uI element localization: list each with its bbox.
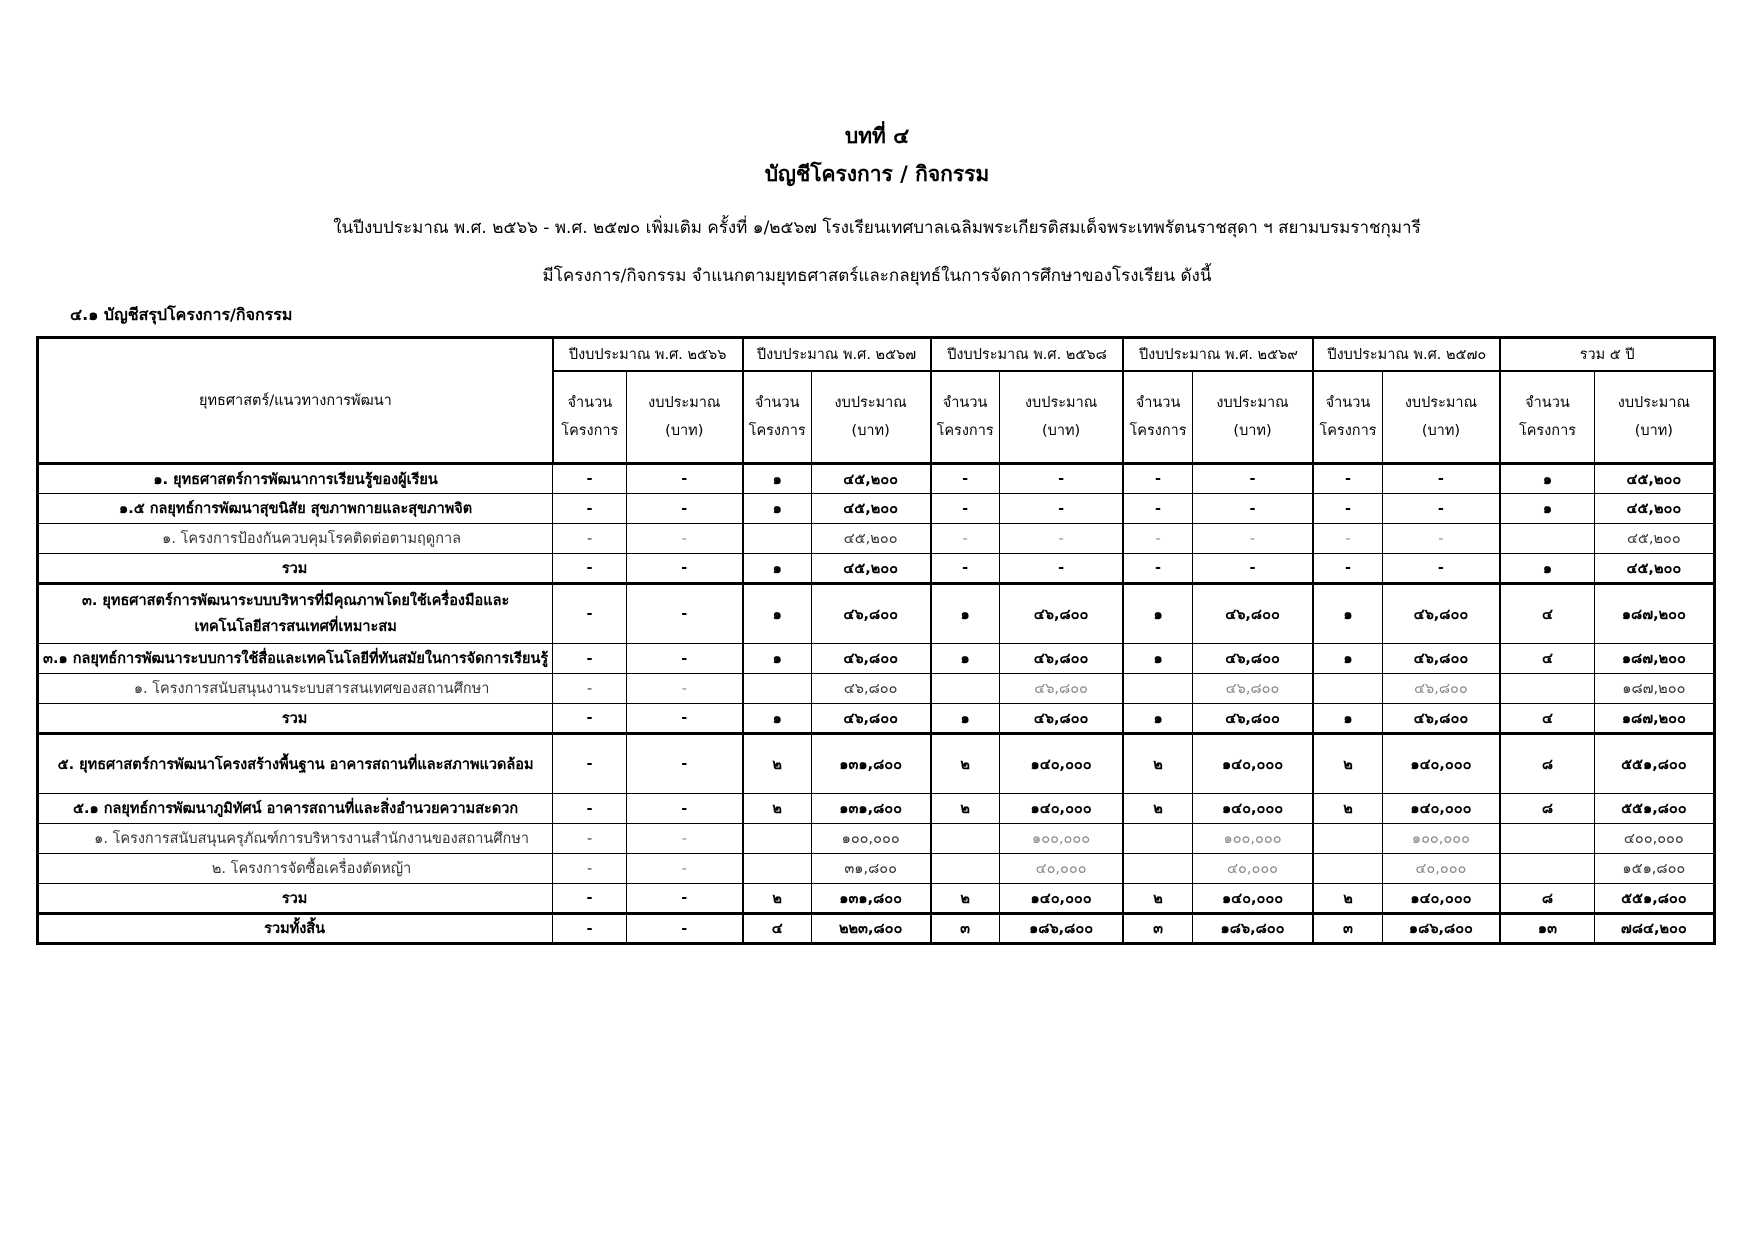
budget-cell: ๑๘๗,๒๐๐ [1594,704,1714,734]
budget-header-line2: (บาท) [665,423,704,439]
count-header-line2: โครงการ [1129,423,1187,439]
budget-cell: ๔๖,๘๐๐ [1192,584,1313,644]
budget-cell: ๕๕๑,๘๐๐ [1594,884,1714,914]
project-count-cell: - [553,734,627,794]
budget-header-line2: (บาท) [1421,423,1461,439]
row-label: ๑. โครงการสนับสนุนงานระบบสารสนเทศของสถานศึกษา [38,674,553,704]
budget-cell: ๑๓๑,๘๐๐ [811,884,930,914]
table-row [38,704,1715,734]
project-count-cell [1123,824,1192,854]
budget-header [1192,371,1313,464]
count-header-line2: โครงการ [748,423,806,439]
table-row [38,464,1715,494]
table-row [38,674,1715,704]
project-count-cell: - [1123,524,1192,554]
budget-cell: - [1192,554,1313,584]
budget-cell: - [999,464,1123,494]
budget-cell: ๔๖,๘๐๐ [811,674,930,704]
budget-cell: ๔๕,๒๐๐ [811,554,930,584]
table-row [38,494,1715,524]
project-count-cell [743,854,812,884]
project-count-cell: ๔ [743,914,812,944]
project-count-cell [743,524,812,554]
project-count-cell: ๘ [1500,734,1594,794]
row-label [38,584,553,644]
project-count-cell: ๘ [1500,884,1594,914]
row-label: ๑. ยุทธศาสตร์การพัฒนาการเรียนรู้ของผู้เรียน [38,464,553,494]
budget-header-line1: งบประมาณ [1404,395,1478,411]
budget-cell: ๔๕,๒๐๐ [1594,524,1714,554]
project-count-cell [1123,854,1192,884]
budget-cell: ๔๖,๘๐๐ [811,584,930,644]
budget-cell: - [999,524,1123,554]
budget-cell: - [626,794,742,824]
budget-cell: - [626,914,742,944]
budget-cell: ๑๔๐,๐๐๐ [999,734,1123,794]
project-count-cell: - [1123,554,1192,584]
project-count-cell: - [553,584,627,644]
budget-header-line1: งบประมาณ [1024,395,1098,411]
budget-cell: ๑๓๑,๘๐๐ [811,794,930,824]
project-count-cell: - [553,644,627,674]
budget-cell: ๔๖,๘๐๐ [1192,704,1313,734]
project-count-cell [1500,674,1594,704]
row-label: ๑. โครงการป้องกันควบคุมโรคติดต่อตามฤดูกาล [38,524,553,554]
count-header-line2: โครงการ [1518,423,1577,439]
count-header [743,371,812,464]
budget-cell: ๔๖,๘๐๐ [1382,644,1500,674]
project-count-cell: - [553,494,627,524]
budget-cell: ๑๐๐,๐๐๐ [1382,824,1500,854]
table-row [38,524,1715,554]
year-header-2570: ปีงบประมาณ พ.ศ. ๒๕๗๐ [1313,338,1500,372]
budget-cell: - [626,674,742,704]
budget-cell: ๑๔๐,๐๐๐ [1382,794,1500,824]
budget-cell: ๔๖,๘๐๐ [999,704,1123,734]
row-label: รวม [38,554,553,584]
count-header-line1: จำนวน [567,395,613,411]
budget-cell: ๑๔๐,๐๐๐ [999,884,1123,914]
budget-header [626,371,742,464]
table-row [38,554,1715,584]
budget-cell: ๗๘๔,๒๐๐ [1594,914,1714,944]
project-count-cell: - [553,704,627,734]
subtitle-line-2: มีโครงการ/กิจกรรม จำแนกตามยุทธศาสตร์และกลยุทธ์ในการจัดการศึกษาของโรงเรียน ดังนี้ [542,266,1212,286]
project-count-cell: ๔ [1500,644,1594,674]
budget-cell: ๔๕,๒๐๐ [1594,464,1714,494]
budget-header-line1: งบประมาณ [648,395,721,411]
budget-cell: ๔๖,๘๐๐ [999,674,1123,704]
project-count-cell: - [553,824,627,854]
project-count-cell: ๒ [1123,884,1192,914]
project-count-cell: ๑ [1500,494,1594,524]
budget-cell: ๔๖,๘๐๐ [1382,584,1500,644]
row-label: ๕.๑ กลยุทธ์การพัฒนาภูมิทัศน์ อาคารสถานที่และสิ่งอำนวยความสะดวก [38,794,553,824]
count-header [1500,371,1594,464]
table-row [38,854,1715,884]
budget-cell: ๑๐๐,๐๐๐ [811,824,930,854]
row-label: ๒. โครงการจัดซื้อเครื่องตัดหญ้า [38,854,553,884]
budget-header-line2: (บาท) [1041,423,1081,439]
budget-cell: ๔๕,๒๐๐ [811,464,930,494]
budget-cell: ๔๖,๘๐๐ [811,644,930,674]
budget-cell: - [626,584,742,644]
project-count-cell: ๒ [931,734,1000,794]
project-count-cell: ๔ [1500,584,1594,644]
count-header-line1: จำนวน [1325,395,1371,411]
project-count-cell: - [931,554,1000,584]
budget-cell: ๑๔๐,๐๐๐ [1382,734,1500,794]
budget-cell: ๕๕๑,๘๐๐ [1594,794,1714,824]
budget-cell: ๑๘๗,๒๐๐ [1594,644,1714,674]
budget-cell: - [1382,554,1500,584]
project-count-cell: - [1313,464,1382,494]
budget-header-line1: งบประมาณ [1216,395,1289,411]
project-count-cell: ๒ [931,884,1000,914]
project-count-cell: - [553,524,627,554]
table-row [38,644,1715,674]
project-summary-table [36,336,1716,945]
project-count-cell: ๑ [743,644,812,674]
budget-cell: ๑๘๖,๘๐๐ [1192,914,1313,944]
budget-header [1382,371,1500,464]
row-label: ๓.๑ กลยุทธ์การพัฒนาระบบการใช้สื่อและเทคโนโลยีที่ทันสมัยในการจัดการเรียนรู้ [38,644,553,674]
project-count-cell: - [553,794,627,824]
year-header-2566: ปีงบประมาณ พ.ศ. ๒๕๖๖ [553,338,743,372]
project-count-cell: - [1313,524,1382,554]
project-count-cell: - [553,554,627,584]
count-header-line2: โครงการ [936,423,994,439]
project-count-cell: - [931,464,1000,494]
budget-cell: ๒๒๓,๘๐๐ [811,914,930,944]
budget-cell: ๑๓๑,๘๐๐ [811,734,930,794]
budget-header-line2: (บาท) [1233,423,1272,439]
budget-total-header: งบประมาณ (บาท) [1617,395,1690,439]
project-count-cell: - [1123,494,1192,524]
budget-cell: - [626,464,742,494]
budget-header-line2: (บาท) [851,423,890,439]
budget-cell: - [999,554,1123,584]
row-label: ๕. ยุทธศาสตร์การพัฒนาโครงสร้างพื้นฐาน อาคารสถานที่และสภาพแวดล้อม [38,734,553,794]
budget-cell: ๑๔๐,๐๐๐ [1192,794,1313,824]
budget-cell: ๑๕๑,๘๐๐ [1594,854,1714,884]
project-count-cell: ๒ [743,734,812,794]
subtitle-line-1: ในปีงบประมาณ พ.ศ. ๒๕๖๖ - พ.ศ. ๒๕๗๐ เพิ่มเติม ครั้งที่ ๑/๒๕๖๗ โรงเรียนเทศบาลเฉลิมพระเกียรติสมเด็จพระเทพรัตนราชสุดา ฯ สยามบรมราชกุมารี [333,218,1421,238]
budget-cell: ๑๔๐,๐๐๐ [999,794,1123,824]
project-count-cell: ๒ [1123,734,1192,794]
budget-cell: - [1382,464,1500,494]
budget-header-line1: งบประมาณ [834,395,907,411]
row-label-line2: เทคโนโลยีสารสนเทศที่เหมาะสม [194,619,397,635]
project-count-cell: ๒ [1123,794,1192,824]
budget-cell: ๕๕๑,๘๐๐ [1594,734,1714,794]
project-count-cell: ๑ [743,554,812,584]
count-header-line1: จำนวน [942,395,988,411]
budget-cell: ๔๐,๐๐๐ [1382,854,1500,884]
count-header [1313,371,1382,464]
document-title: บัญชีโครงการ / กิจกรรม [764,162,990,186]
budget-header [999,371,1123,464]
project-count-cell [1123,674,1192,704]
row-label: ๑. โครงการสนับสนุนครุภัณฑ์การบริหารงานสำนักงานของสถานศึกษา [38,824,553,854]
budget-cell: ๑๘๗,๒๐๐ [1594,674,1714,704]
budget-cell: - [1192,464,1313,494]
project-count-cell: ๒ [1313,734,1382,794]
project-count-cell: ๑ [931,644,1000,674]
budget-cell: ๔๖,๘๐๐ [1382,704,1500,734]
budget-cell: ๑๐๐,๐๐๐ [999,824,1123,854]
budget-cell: ๔๐,๐๐๐ [999,854,1123,884]
project-count-cell: ๑ [743,494,812,524]
project-count-cell: ๒ [1313,794,1382,824]
project-count-cell: - [931,494,1000,524]
project-count-cell: ๔ [1500,704,1594,734]
project-count-cell: ๑ [931,584,1000,644]
project-count-cell: ๑ [1500,464,1594,494]
budget-cell: ๔๐,๐๐๐ [1192,854,1313,884]
project-count-cell [931,824,1000,854]
project-count-cell: - [553,464,627,494]
project-count-cell: ๑ [1313,584,1382,644]
budget-cell: ๔๖,๘๐๐ [1382,674,1500,704]
budget-cell: ๔๖,๘๐๐ [999,584,1123,644]
budget-cell: ๑๘๖,๘๐๐ [999,914,1123,944]
row-label: ๑.๕ กลยุทธ์การพัฒนาสุขนิสัย สุขภาพกายและสุขภาพจิต [38,494,553,524]
project-count-cell: ๓ [1123,914,1192,944]
budget-cell: ๔๐๐,๐๐๐ [1594,824,1714,854]
budget-cell: - [1382,524,1500,554]
project-count-cell: ๑ [931,704,1000,734]
budget-cell: ๔๖,๘๐๐ [999,644,1123,674]
project-count-cell: - [1313,554,1382,584]
budget-cell: - [999,494,1123,524]
budget-cell: - [1382,494,1500,524]
table-row [38,914,1715,944]
project-count-cell: ๑ [743,704,812,734]
budget-cell: ๑๔๐,๐๐๐ [1192,734,1313,794]
project-count-cell: ๘ [1500,794,1594,824]
project-count-cell: ๑ [1313,704,1382,734]
count-header-line2: โครงการ [561,423,619,439]
row-label: รวมทั้งสิ้น [38,914,553,944]
project-count-cell [931,674,1000,704]
project-count-cell: ๑ [1500,554,1594,584]
table-row [38,794,1715,824]
table-row [38,884,1715,914]
project-count-cell [1500,854,1594,884]
budget-cell: - [1192,524,1313,554]
project-count-cell: ๑๓ [1500,914,1594,944]
year-header-2569: ปีงบประมาณ พ.ศ. ๒๕๖๙ [1123,338,1313,372]
project-count-cell: ๒ [1313,884,1382,914]
year-header-2567: ปีงบประมาณ พ.ศ. ๒๕๖๗ [743,338,931,372]
table-row [38,584,1715,644]
budget-header [811,371,930,464]
project-count-cell: - [931,524,1000,554]
budget-cell: - [626,854,742,884]
row-label-line1: ๓. ยุทธศาสตร์การพัฒนาระบบบริหารที่มีคุณภาพโดยใช้เครื่องมือและ [81,593,510,609]
table-row [38,734,1715,794]
budget-cell: ๔๕,๒๐๐ [1594,494,1714,524]
project-count-cell [743,824,812,854]
count-header-line1: จำนวน [754,395,800,411]
count-header [931,371,1000,464]
project-count-cell: ๒ [743,794,812,824]
budget-cell: ๔๕,๒๐๐ [811,494,930,524]
budget-cell: - [626,824,742,854]
budget-cell: - [1192,494,1313,524]
budget-cell: - [626,494,742,524]
project-count-cell: ๒ [743,884,812,914]
chapter-title: บทที่ ๔ [844,124,910,148]
project-count-cell [1313,674,1382,704]
budget-cell: ๓๑,๘๐๐ [811,854,930,884]
project-count-cell: ๑ [743,464,812,494]
project-count-cell [1500,824,1594,854]
project-count-cell: - [1123,464,1192,494]
budget-cell: - [626,554,742,584]
year-header-total: รวม ๕ ปี [1500,338,1714,372]
project-count-cell [1313,854,1382,884]
count-header [1123,371,1192,464]
budget-cell: - [626,704,742,734]
project-count-cell: ๑ [1313,644,1382,674]
budget-cell: - [626,884,742,914]
project-count-cell: - [553,884,627,914]
budget-cell: - [626,734,742,794]
project-count-cell: ๑ [1123,644,1192,674]
count-header-line1: จำนวน [1525,395,1570,411]
budget-cell: ๑๘๖,๘๐๐ [1382,914,1500,944]
project-count-cell: - [553,914,627,944]
budget-cell: - [626,524,742,554]
budget-cell: ๑๔๐,๐๐๐ [1382,884,1500,914]
budget-header [1594,371,1714,464]
budget-cell: ๔๖,๘๐๐ [811,704,930,734]
year-header-2568: ปีงบประมาณ พ.ศ. ๒๕๖๘ [931,338,1124,372]
project-count-cell [743,674,812,704]
budget-cell: ๑๘๗,๒๐๐ [1594,584,1714,644]
strategy-column-header: ยุทธศาสตร์/แนวทางการพัฒนา [38,338,553,464]
project-count-cell [1313,824,1382,854]
project-count-cell: ๑ [1123,704,1192,734]
project-count-cell [931,854,1000,884]
budget-cell: ๔๖,๘๐๐ [1192,644,1313,674]
row-label: รวม [38,884,553,914]
project-count-cell [1500,524,1594,554]
count-header-line1: จำนวน [1135,395,1181,411]
project-count-cell: - [553,674,627,704]
budget-cell: ๔๕,๒๐๐ [1594,554,1714,584]
project-count-cell: ๒ [931,794,1000,824]
project-count-cell: ๓ [1313,914,1382,944]
budget-cell: ๔๕,๒๐๐ [811,524,930,554]
row-label: รวม [38,704,553,734]
project-count-cell: ๓ [931,914,1000,944]
project-count-cell: - [553,854,627,884]
table-row [38,824,1715,854]
section-heading: ๔.๑ บัญชีสรุปโครงการ/กิจกรรม [70,305,293,324]
project-count-cell: - [1313,494,1382,524]
project-count-cell: ๑ [1123,584,1192,644]
budget-cell: ๑๔๐,๐๐๐ [1192,884,1313,914]
count-header-line2: โครงการ [1319,423,1377,439]
budget-cell: ๔๖,๘๐๐ [1192,674,1313,704]
project-count-cell: ๑ [743,584,812,644]
budget-cell: - [626,644,742,674]
count-header [553,371,627,464]
budget-cell: ๑๐๐,๐๐๐ [1192,824,1313,854]
